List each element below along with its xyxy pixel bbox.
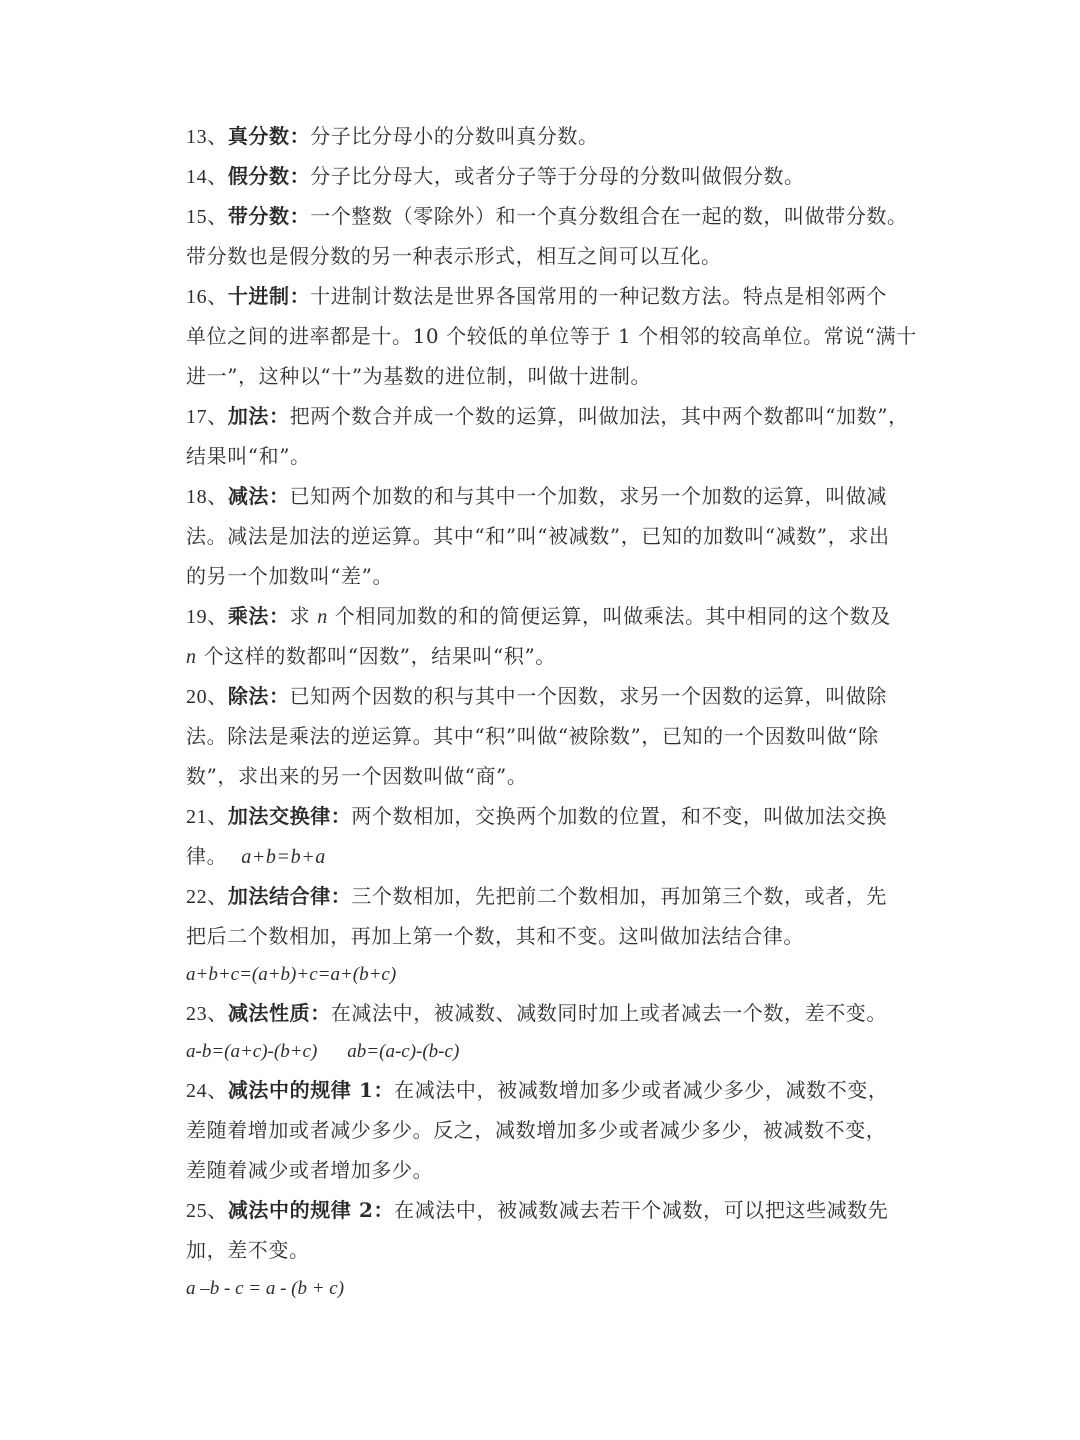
entry-19 xyxy=(186,596,898,636)
entry-text: 律。 xyxy=(186,844,228,868)
entry-16-continuation: 进一”，这种以“十”为基数的进位制，叫做十进制。 xyxy=(186,364,652,388)
entry-number: 13、 xyxy=(186,126,228,148)
entry-15 xyxy=(186,196,908,236)
entry-17-continuation: 结果叫“和”。 xyxy=(186,444,311,468)
entry-number: 25、 xyxy=(186,1200,228,1222)
entry-number: 17、 xyxy=(186,406,228,428)
entry-18-continuation: 的另一个加数叫“差”。 xyxy=(186,564,394,588)
entry-number: 24、 xyxy=(186,1080,228,1102)
entry-text: 一个整数（零除外）和一个真分数组合在一起的数，叫做带分数。 xyxy=(310,204,908,228)
entry-text: 三个数相加，先把前二个数相加，再加第三个数，或者，先 xyxy=(351,884,888,908)
entry-term: 除法： xyxy=(227,684,290,708)
entry-25-continuation: 加，差不变。 xyxy=(186,1238,310,1262)
entry-term: 减法中的规律 1： xyxy=(227,1078,395,1102)
entry-term: 加法交换律： xyxy=(227,804,352,828)
formula-line xyxy=(186,956,898,993)
entry-text: 已知两个加数的和与其中一个加数，求另一个加数的运算，叫做减 xyxy=(289,484,888,508)
entry-18 xyxy=(186,476,898,516)
entry-24-continuation: 差随着减少或者增加多少。 xyxy=(186,1158,434,1182)
entry-14 xyxy=(186,156,898,196)
entry-term: 加法结合律： xyxy=(227,884,352,908)
entry-24-continuation: 差随着增加或者减少多少。反之，减数增加多少或者减少多少，被减数不变， xyxy=(186,1118,887,1142)
entry-23 xyxy=(186,993,898,1033)
entry-text: 十进制计数法是世界各国常用的一种记数方法。特点是相邻两个 xyxy=(310,284,888,308)
entry-number: 21、 xyxy=(186,806,228,828)
entry-term: 十进制： xyxy=(227,284,311,308)
entry-16 xyxy=(186,276,898,316)
entry-term: 假分数： xyxy=(227,164,311,188)
entry-15-continuation: 带分数也是假分数的另一种表示形式，相互之间可以互化。 xyxy=(186,244,722,268)
entry-text: 已知两个因数的积与其中一个因数，求另一个因数的运算，叫做除 xyxy=(289,684,888,708)
formula-line xyxy=(186,1033,898,1070)
entry-text: 把两个数合并成一个数的运算，叫做加法，其中两个数都叫“加数”， xyxy=(289,404,909,428)
entry-number: 20、 xyxy=(186,686,228,708)
document-page xyxy=(186,116,917,1307)
entry-term: 减法性质： xyxy=(227,1001,331,1025)
formula: a-b=(a+c)-(b+c) xyxy=(186,1041,318,1062)
entry-20-continuation: 数”，求出来的另一个因数叫做“商”。 xyxy=(186,764,528,788)
entry-24 xyxy=(186,1070,898,1110)
entry-21 xyxy=(186,796,898,836)
entry-17 xyxy=(186,396,909,436)
entry-number: 14、 xyxy=(186,166,228,188)
entry-16-continuation: 单位之间的进率都是十。10 个较低的单位等于 1 个相邻的较高单位。常说“满十 xyxy=(186,324,917,348)
formula: a –b - c = a - (b + c) xyxy=(186,1278,345,1299)
formula: ab=(a-c)-(b-c) xyxy=(347,1041,460,1062)
entry-18-continuation: 法。减法是加法的逆运算。其中“和”叫“被减数”，已知的加数叫“减数”，求出 xyxy=(186,524,890,548)
entry-text: 在减法中，被减数增加多少或者减少多少，减数不变， xyxy=(394,1078,889,1102)
entry-number: 18、 xyxy=(186,486,228,508)
variable-n: n xyxy=(186,646,197,668)
entry-text: 求 xyxy=(289,604,318,628)
entry-13 xyxy=(186,116,898,156)
entry-text: 个相同加数的和的简便运算，叫做乘法。其中相同的这个数及 xyxy=(327,604,891,628)
entry-term: 减法： xyxy=(227,484,290,508)
entry-term: 真分数： xyxy=(227,124,311,148)
entry-20-continuation: 法。除法是乘法的逆运算。其中“积”叫做“被除数”，已知的一个因数叫做“除 xyxy=(186,724,879,748)
entry-text: 在减法中，被减数减去若干个减数，可以把这些减数先 xyxy=(394,1198,889,1222)
formula: a+b+c=(a+b)+c=a+(b+c) xyxy=(186,964,397,985)
entry-22 xyxy=(186,876,898,916)
formula: a+b=b+a xyxy=(241,846,326,868)
entry-term: 带分数： xyxy=(227,204,311,228)
entry-25 xyxy=(186,1190,898,1230)
entry-term: 加法： xyxy=(227,404,290,428)
entry-text: 分子比分母大，或者分子等于分母的分数叫做假分数。 xyxy=(310,164,805,188)
entry-number: 23、 xyxy=(186,1003,228,1025)
entry-20 xyxy=(186,676,898,716)
entry-text: 两个数相加，交换两个加数的位置，和不变，叫做加法交换 xyxy=(351,804,888,828)
entry-21-continuation xyxy=(186,836,898,876)
entry-number: 16、 xyxy=(186,286,228,308)
entry-22-continuation: 把后二个数相加，再加上第一个数，其和不变。这叫做加法结合律。 xyxy=(186,924,804,948)
entry-number: 19、 xyxy=(186,606,228,628)
entry-text: 分子比分母小的分数叫真分数。 xyxy=(310,124,599,148)
entry-number: 15、 xyxy=(186,206,228,228)
entry-number: 22、 xyxy=(186,886,228,908)
entry-text: 个这样的数都叫“因数”，结果叫“积”。 xyxy=(196,644,556,668)
formula-line xyxy=(186,1270,898,1307)
entry-term: 减法中的规律 2： xyxy=(227,1198,395,1222)
variable-n: n xyxy=(317,606,328,628)
entry-term: 乘法： xyxy=(227,604,290,628)
entry-19-continuation xyxy=(186,636,898,676)
entry-text: 在减法中，被减数、减数同时加上或者减去一个数，差不变。 xyxy=(330,1001,888,1025)
